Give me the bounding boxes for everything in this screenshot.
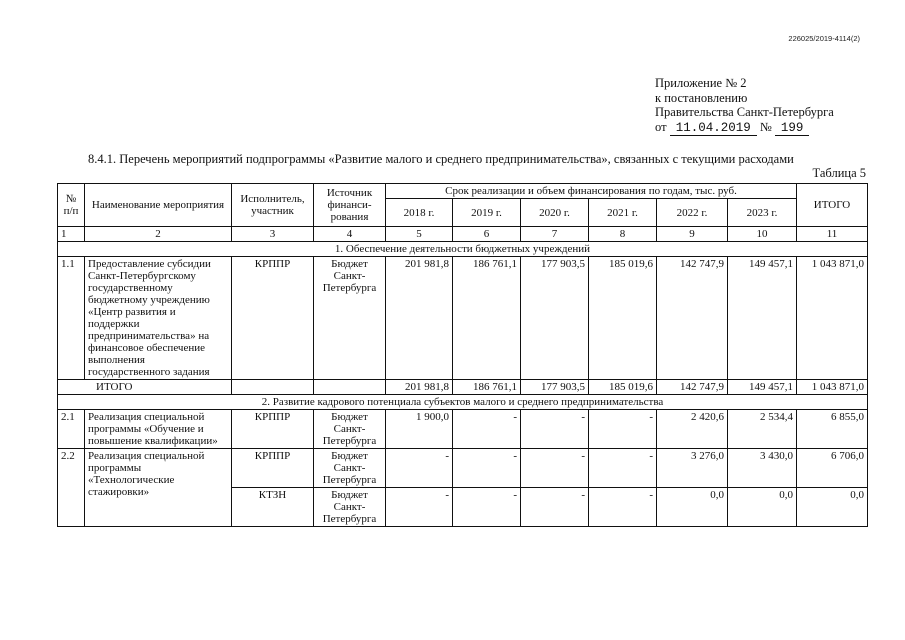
value-cell: 177 903,5 — [521, 257, 589, 380]
decree-number: 199 — [775, 121, 810, 137]
value-cell: - — [386, 449, 453, 488]
value-cell: 2 534,4 — [728, 410, 797, 449]
section-row — [58, 395, 868, 410]
decree-date: 11.04.2019 — [670, 121, 757, 137]
row-num: 1.1 — [58, 257, 85, 380]
row-num: 2.1 — [58, 410, 85, 449]
value-cell: 186 761,1 — [453, 257, 521, 380]
empty-cell — [232, 380, 314, 395]
value-cell: - — [589, 410, 657, 449]
row-executor: КРППР — [232, 257, 314, 380]
value-cell: 177 903,5 — [521, 380, 589, 395]
col-number: 1 — [58, 227, 85, 242]
document-id: 226025/2019-4114(2) — [788, 34, 860, 43]
table-row — [58, 257, 868, 380]
section-title: 1. Обеспечение деятельности бюджетных учреждений — [58, 242, 868, 257]
appendix-line-2: к постановлению — [655, 90, 748, 105]
col-number: 11 — [797, 227, 868, 242]
header-year: 2022 г. — [657, 199, 728, 227]
appendix-block — [655, 76, 834, 136]
header-period: Срок реализации и объем финансирования по годам, тыс. руб. — [386, 184, 797, 199]
from-label: от — [655, 119, 667, 134]
header-source: Источник финанси-рования — [314, 184, 386, 227]
value-cell: 186 761,1 — [453, 380, 521, 395]
row-source: Бюджет Санкт-Петербурга — [314, 410, 386, 449]
section-heading: 8.4.1. Перечень мероприятий подпрограммы «Развитие малого и среднего предпринимательства», связанных с текущими расходами — [88, 152, 794, 166]
value-cell: 142 747,9 — [657, 257, 728, 380]
col-number: 4 — [314, 227, 386, 242]
row-source: Бюджет Санкт-Петербурга — [314, 488, 386, 527]
value-cell: 149 457,1 — [728, 380, 797, 395]
header-year: 2023 г. — [728, 199, 797, 227]
value-cell: - — [453, 449, 521, 488]
row-name: Реализация специальной программы «Обучение и повышение квалификации» — [85, 410, 232, 449]
value-cell: 201 981,8 — [386, 380, 453, 395]
value-cell: 149 457,1 — [728, 257, 797, 380]
value-cell: 142 747,9 — [657, 380, 728, 395]
row-executor: КРППР — [232, 410, 314, 449]
value-cell: - — [453, 410, 521, 449]
header-year: 2021 г. — [589, 199, 657, 227]
itogo-row — [58, 380, 868, 395]
col-number: 7 — [521, 227, 589, 242]
row-source: Бюджет Санкт-Петербурга — [314, 257, 386, 380]
appendix-date-line — [655, 120, 834, 137]
col-number: 9 — [657, 227, 728, 242]
value-cell: - — [589, 449, 657, 488]
header-year: 2019 г. — [453, 199, 521, 227]
row-source: Бюджет Санкт-Петербурга — [314, 449, 386, 488]
table-label: Таблица 5 — [812, 166, 866, 180]
total-cell: 1 043 871,0 — [797, 380, 868, 395]
appendix-line-3: Правительства Санкт-Петербурга — [655, 105, 834, 119]
total-cell: 6 706,0 — [797, 449, 868, 488]
appendix-line-1: Приложение № 2 — [655, 76, 747, 90]
value-cell: 185 019,6 — [589, 257, 657, 380]
empty-cell — [314, 380, 386, 395]
header-row-1 — [58, 184, 868, 199]
value-cell: 3 430,0 — [728, 449, 797, 488]
col-number: 8 — [589, 227, 657, 242]
value-cell: - — [521, 488, 589, 527]
total-cell: 1 043 871,0 — [797, 257, 868, 380]
column-numbers-row — [58, 227, 868, 242]
number-label: № — [759, 119, 772, 134]
section-row — [58, 242, 868, 257]
col-number: 6 — [453, 227, 521, 242]
header-executor: Исполнитель, участник — [232, 184, 314, 227]
value-cell: - — [521, 449, 589, 488]
itogo-label: ИТОГО — [58, 380, 232, 395]
row-executor: КРППР — [232, 449, 314, 488]
row-executor: КТЗН — [232, 488, 314, 527]
row-name: Реализация специальной программы «Технологические стажировки» — [85, 449, 232, 527]
value-cell: 0,0 — [728, 488, 797, 527]
value-cell: - — [589, 488, 657, 527]
value-cell: - — [386, 488, 453, 527]
total-cell: 6 855,0 — [797, 410, 868, 449]
measures-table — [57, 183, 868, 527]
row-num: 2.2 — [58, 449, 85, 527]
total-cell: 0,0 — [797, 488, 868, 527]
value-cell: - — [521, 410, 589, 449]
value-cell: 0,0 — [657, 488, 728, 527]
header-total: ИТОГО — [797, 184, 868, 227]
header-num: № п/п — [58, 184, 85, 227]
value-cell: - — [453, 488, 521, 527]
value-cell: 1 900,0 — [386, 410, 453, 449]
col-number: 5 — [386, 227, 453, 242]
header-year: 2018 г. — [386, 199, 453, 227]
value-cell: 3 276,0 — [657, 449, 728, 488]
row-name: Предоставление субсидии Санкт-Петербургскому государственному бюджетному учреждению «Центр развития и поддержки предпринимательства» на финансовое обеспечение выполнения государственного задания — [85, 257, 232, 380]
value-cell: 185 019,6 — [589, 380, 657, 395]
header-year: 2020 г. — [521, 199, 589, 227]
value-cell: 201 981,8 — [386, 257, 453, 380]
table-row — [58, 410, 868, 449]
col-number: 2 — [85, 227, 232, 242]
col-number: 10 — [728, 227, 797, 242]
section-title: 2. Развитие кадрового потенциала субъектов малого и среднего предпринимательства — [58, 395, 868, 410]
table-row — [58, 449, 868, 488]
header-name: Наименование мероприятия — [85, 184, 232, 227]
col-number: 3 — [232, 227, 314, 242]
value-cell: 2 420,6 — [657, 410, 728, 449]
